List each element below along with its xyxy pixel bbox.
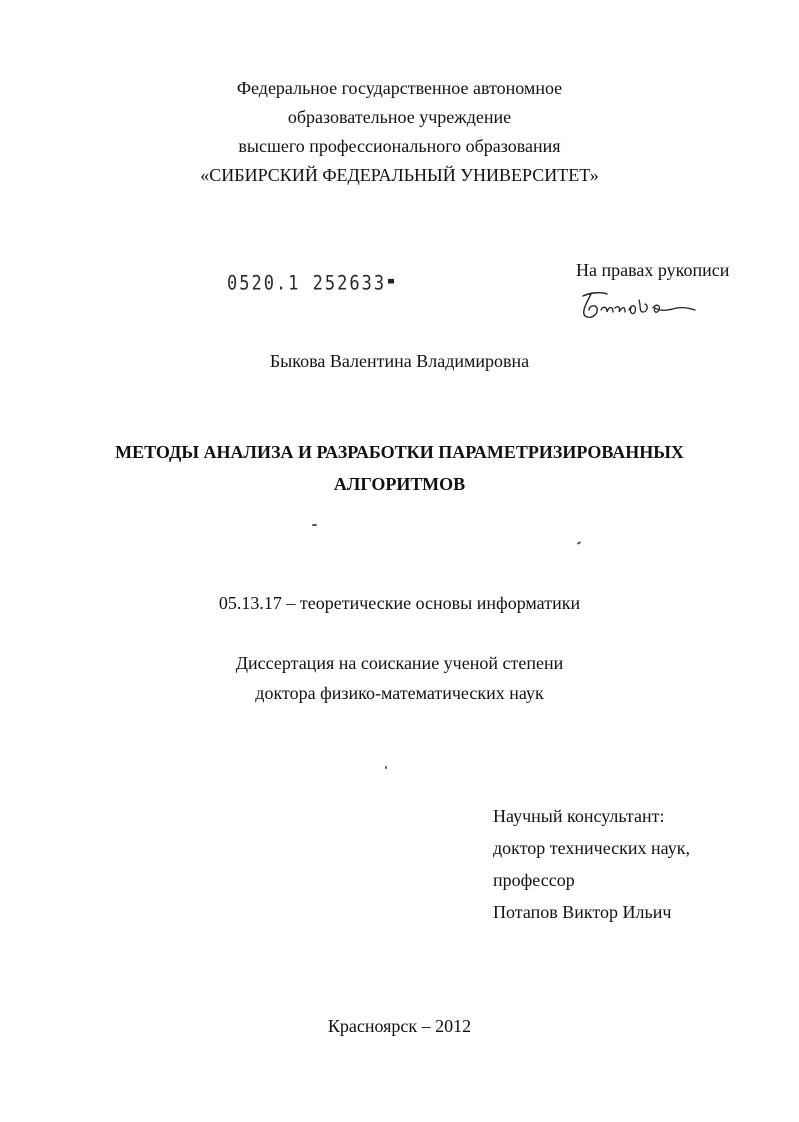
title-line-2: АЛГОРИТМОВ <box>333 474 466 494</box>
specialty-code <box>0 589 799 618</box>
advisor-line-2: доктор технических наук, <box>493 838 690 858</box>
author-name-text: Быкова Валентина Владимировна <box>269 351 530 371</box>
author-name <box>0 347 799 376</box>
degree-statement <box>0 648 799 708</box>
scan-speck <box>312 524 317 526</box>
scan-speck <box>385 766 387 769</box>
advisor-line-1: Научный консультант: <box>493 806 665 826</box>
stamp-number-part-1: 0520.1 <box>227 272 301 295</box>
specialty-text: 05.13.17 – теоретические основы информатики <box>218 593 581 613</box>
stamp-dash-mark <box>388 279 394 284</box>
scan-speck <box>577 541 581 545</box>
advisor-line-4: Потапов Виктор Ильич <box>493 902 672 922</box>
rights-notice: На правах рукописи <box>576 260 730 280</box>
city-year-text: Красноярск – 2012 <box>327 1016 472 1036</box>
title-line-1: МЕТОДЫ АНАЛИЗА И РАЗРАБОТКИ ПАРАМЕТРИЗИРОВАННЫХ <box>115 442 684 462</box>
degree-line-1: Диссертация на соискание ученой степени <box>235 653 564 673</box>
author-signature <box>577 288 699 324</box>
stamp-number-part-2: 252633 <box>312 272 387 295</box>
organization-line-2: образовательное учреждение <box>287 107 512 127</box>
advisor-line-3: профессор <box>493 870 575 890</box>
organization-line-4: «СИБИРСКИЙ ФЕДЕРАЛЬНЫЙ УНИВЕРСИТЕТ» <box>200 165 599 185</box>
dissertation-title <box>0 436 799 500</box>
scientific-advisor <box>493 800 690 928</box>
archive-stamp-number <box>227 272 394 295</box>
organization-line-1: Федеральное государственное автономное <box>236 78 563 98</box>
city-year <box>0 1012 799 1041</box>
organization-line-3: высшего профессионального образования <box>238 136 561 156</box>
organization-header <box>0 74 799 190</box>
degree-line-2: доктора физико-математических наук <box>255 683 544 703</box>
